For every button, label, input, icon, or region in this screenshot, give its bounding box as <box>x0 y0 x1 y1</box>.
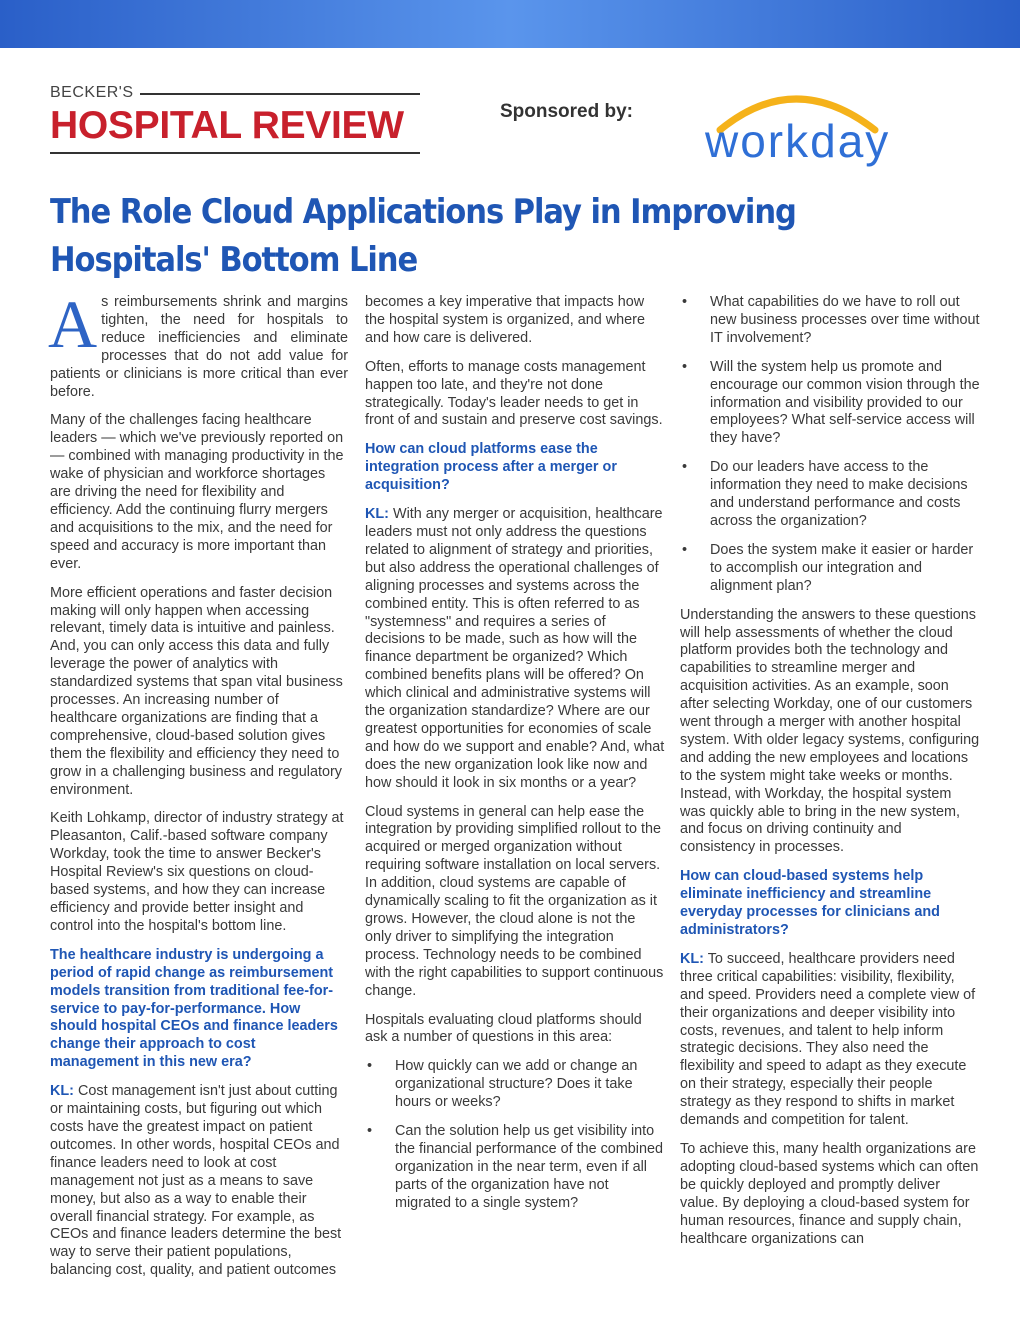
intro-text: s reimbursements shrink and margins tighten, the need for hospitals to reduce inefficiencies and eliminate processes that do not add value for patients or clinicians is more critical than ever before. <box>50 294 348 400</box>
intro-paragraph <box>48 286 348 401</box>
paragraph: Many of the challenges facing healthcare leaders — which we've previously reported on — combined with managing productivity in the wake of physician and workforce shortages are driving the need for flexibility and efficiency. Add the continuing flurry mergers and acquisitions to the mix, and the need for speed and accuracy is more important than ever. <box>50 412 344 572</box>
answer-paragraph <box>365 506 665 793</box>
paragraph: More efficient operations and faster decision making will only happen when accessing relevant, timely data is intuitive and painless. And, you can only access this data and fully leverage the power of analytics with standardized systems that span vital business processes. An increasing number of healthcare organizations are finding that a comprehensive, cloud-based solution gives them the flexibility and efficiency they need to grow in a challenging business and regulatory environment. <box>50 584 343 798</box>
paragraph: Cloud systems in general can help ease the integration by providing simplified rollout to the acquired or merged organization without requiring software installation on local servers. In addition, cloud systems are capable of dynamically scaling to fit the organization as it grows. However, the cloud alone is not the only driver to simplifying the integration process. Technology needs to be combined with the right capabilities to support continuous change. <box>365 803 664 999</box>
question-heading: How can cloud platforms ease the integration process after a merger or acquisition? <box>365 441 617 494</box>
list-item <box>365 1123 665 1213</box>
list-item-text: Can the solution help us get visibility into the financial performance of the combined organization in the near term, even if all parts of the organization have not migrated to a single system? <box>395 1123 663 1211</box>
list-item-text: How quickly can we add or change an organizational structure? Does it take hours or weeks? <box>395 1058 638 1111</box>
list-item <box>365 1058 665 1112</box>
answer-text: To succeed, healthcare providers need three critical capabilities: visibility, flexibility, and speed. Providers need a complete view of their organizations and deeper visibility into costs, revenues, and talent to help inform strategic decisions. They also need the flexibility and speed to adapt as they execute on their strategy, especially their people strategy as they respond to shifts in market demands and competition for talent. <box>680 950 976 1129</box>
question-list <box>365 1058 665 1212</box>
column-1 <box>48 286 348 1291</box>
sponsored-label: Sponsored by: <box>500 101 634 122</box>
masthead-brand <box>50 84 420 154</box>
brand-small-row <box>50 84 420 102</box>
list-item <box>680 359 980 449</box>
drop-cap: A <box>48 286 98 362</box>
bullet-icon: • <box>367 1058 373 1075</box>
brand-small-text: BECKER'S <box>50 84 134 101</box>
bullet-icon: • <box>682 459 688 476</box>
answer-text: With any merger or acquisition, healthcare leaders must not only address the questions related to alignment of strategy and priorities, but also address the operational challenges of aligning processes and systems across the combined entity. This is often referred to as "systemness" and requires a series of decisions to be made, such as how will the finance department be organized? Which combined benefits plans will be offered? On which clinical and administrative systems will the organization standardize? Where are our greatest opportunities for economies of scale and how do we support and enable? And, what does the new organization look like now and how should it look in six months or a year? <box>365 506 665 791</box>
list-item-text: What capabilities do we have to roll out new business processes over time without IT involvement? <box>710 294 980 346</box>
paragraph: To achieve this, many health organizations are adopting cloud-based systems which can often be quickly deployed and promptly deliver value. By deploying a cloud-based system for human resources, finance and supply chain, healthcare organizations can <box>680 1140 979 1247</box>
list-item <box>680 294 980 348</box>
question-list <box>680 294 980 596</box>
brand-underline <box>50 152 420 154</box>
column-2 <box>365 294 665 1224</box>
answer-paragraph <box>50 1083 348 1280</box>
bullet-icon: • <box>682 294 688 310</box>
brand-title: HOSPITAL REVIEW <box>50 104 404 147</box>
list-item <box>680 459 980 531</box>
bullet-icon: • <box>682 358 688 375</box>
paragraph: becomes a key imperative that impacts how the hospital system is organized, and where and how care is delivered. <box>365 294 645 346</box>
list-item-text: Do our leaders have access to the information they need to make decisions and understand performance and costs across the organization? <box>710 459 968 529</box>
brand-rule <box>140 93 420 95</box>
kl-label: KL: <box>50 1083 74 1100</box>
paragraph: Hospitals evaluating cloud platforms should ask a number of questions in this area: <box>365 1011 642 1046</box>
paragraph: Often, efforts to manage costs management happen too late, and they're not done strategically. Today's leader needs to get in front of and sustain and preserve cost savings. <box>365 358 663 429</box>
list-item-text: Will the system help us promote and encourage our common vision through the information and visibility provided to our employees? What self-service access will they have? <box>710 358 980 447</box>
workday-logo <box>700 82 910 172</box>
paragraph: Keith Lohkamp, director of industry strategy at Pleasanton, Calif.-based software company Workday, took the time to answer Becker's Hospital Review's six questions on cloud-based systems, and how they can increase efficiency and provide better insight and control into the hospital's bottom line. <box>50 810 344 934</box>
list-item <box>680 542 980 596</box>
bullet-icon: • <box>682 541 688 558</box>
bullet-icon: • <box>367 1123 373 1140</box>
list-item-text: Does the system make it easier or harder to accomplish our integration and alignment plan? <box>710 541 974 594</box>
top-banner <box>0 0 1020 48</box>
kl-label: KL: <box>680 950 704 967</box>
logo-wordmark: workday <box>705 115 891 167</box>
kl-label: KL: <box>365 506 389 523</box>
column-3 <box>680 294 980 1259</box>
question-heading: The healthcare industry is undergoing a period of rapid change as reimbursement models transition from traditional fee-for-service to pay-for-performance. How should hospital CEOs and finance leaders change their approach to cost management in this new era? <box>50 946 338 1071</box>
question-heading: How can cloud-based systems help eliminate inefficiency and streamline everyday processes for clinicians and administrators? <box>680 868 940 938</box>
paragraph: Understanding the answers to these questions will help assessments of whether the cloud platform provides both the technology and capabilities to streamline merger and acquisition activities. As an example, soon after selecting Workday, one of our customers went through a merger with another hospital system. With older legacy systems, configuring and adding the new employees and locations to the system might take weeks or months. Instead, with Workday, the hospital system was quickly able to bring in the new system, and focus on driving continuity and consistency in processes. <box>680 606 980 856</box>
answer-text: Cost management isn't just about cutting or maintaining costs, but figuring out which costs have the greatest impact on patient outcomes. In other words, hospital CEOs and finance leaders need to look at cost management not just as a means to save money, but also as a way to enable their overall financial strategy. For example, as CEOs and finance leaders determine the best way to serve their patient populations, balancing cost, quality, and patient outcomes <box>50 1083 342 1279</box>
answer-paragraph <box>680 951 980 1130</box>
article-title: The Role Cloud Applications Play in Improving Hospitals' Bottom Line <box>50 192 796 280</box>
